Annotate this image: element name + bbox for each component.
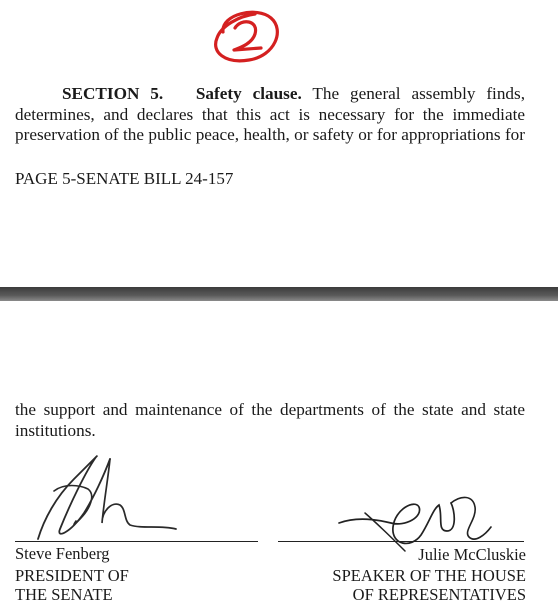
section-5-paragraph — [15, 84, 525, 146]
handwritten-page-mark — [205, 4, 285, 66]
page-6-top — [0, 301, 558, 602]
signatory-title-left: PRESIDENT OF — [15, 566, 129, 585]
page-5-top — [0, 0, 558, 287]
signature-fenberg — [30, 449, 180, 544]
signatory-title-right: SPEAKER OF THE HOUSE — [332, 566, 526, 585]
page-footer: PAGE 5-SENATE BILL 24-157 — [15, 169, 234, 188]
section-title: Safety clause. — [195, 84, 302, 103]
signature-line-right — [278, 541, 524, 542]
continuation-text-line: the support and maintenance of the departments of the state and state — [15, 400, 525, 419]
signatory-name-left: Steve Fenberg — [15, 544, 110, 563]
page-divider — [0, 287, 558, 301]
signatory-name-right: Julie McCluskie — [418, 545, 526, 564]
section-heading: SECTION 5. — [62, 84, 164, 103]
section-text-line: preservation of the public peace, health, or safety or for appropriations for — [15, 125, 525, 144]
signatory-title-right: OF REPRESENTATIVES — [352, 585, 526, 604]
continuation-paragraph — [15, 400, 525, 441]
section-text-line: determines, and declares that this act is necessary for the immediate — [15, 104, 525, 124]
continuation-text-line: institutions. — [15, 420, 96, 440]
signature-line-left — [15, 541, 258, 542]
signatory-title-left: THE SENATE — [15, 585, 113, 604]
section-text: The general assembly finds, — [312, 84, 526, 103]
